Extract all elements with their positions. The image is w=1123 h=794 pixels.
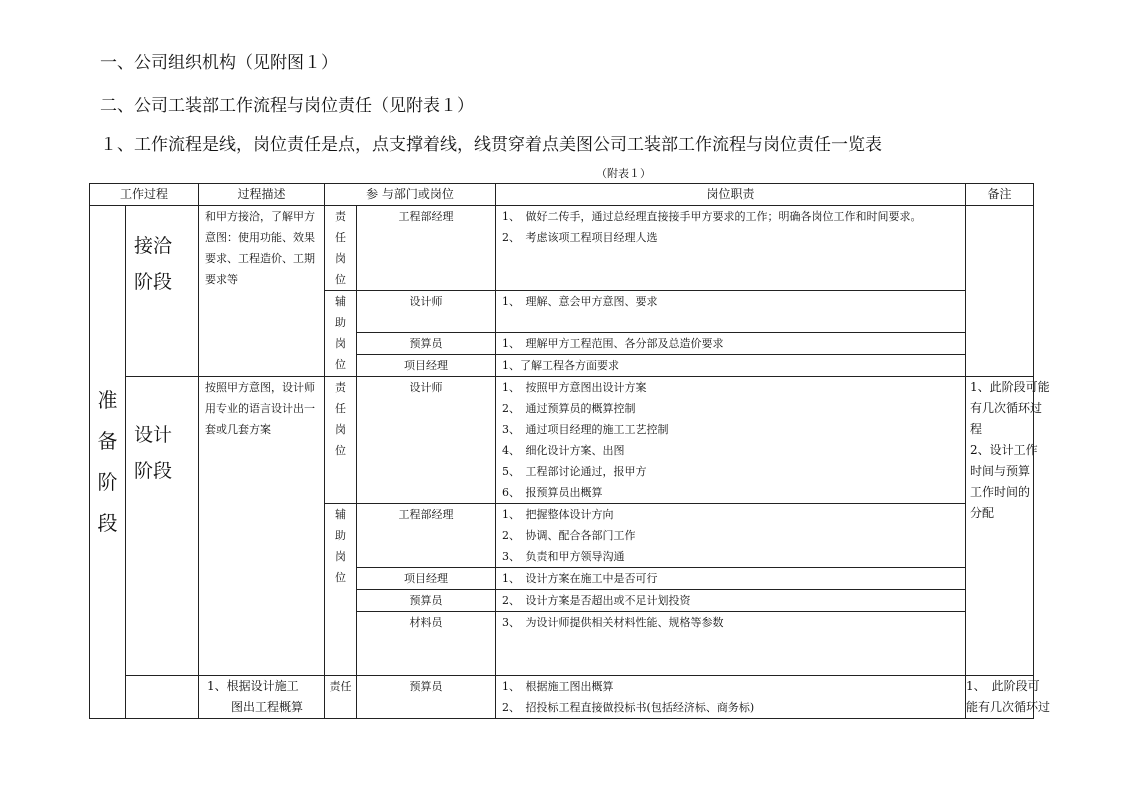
duties-cell	[496, 612, 966, 676]
stage-label: 准 备 阶 段	[97, 388, 118, 535]
role-cell: 项目经理	[357, 355, 496, 377]
note-line: 工作时间的	[970, 485, 1031, 499]
duties-cell	[496, 676, 966, 719]
duty-line: 1、 把握整体设计方向	[502, 508, 614, 521]
header-notes: 备注	[966, 184, 1034, 206]
duty-line: 1、 理解、意会甲方意图、要求	[502, 295, 658, 308]
duty-line: 3、 为设计师提供相关材料性能、规格等参数	[502, 616, 724, 629]
duty-line: 2、 协调、配合各部门工作	[502, 529, 636, 542]
post-type	[325, 504, 357, 676]
duties-cell	[496, 504, 966, 568]
header-duties: 岗位职责	[496, 184, 966, 206]
duty-line: 3、 负责和甲方领导沟通	[502, 550, 625, 563]
table-header-row	[90, 184, 1034, 206]
duty-line: 1、 设计方案在施工中是否可行	[502, 572, 658, 585]
post-type	[325, 291, 357, 377]
duties-cell	[496, 377, 966, 504]
note-line: 2、设计工作	[970, 443, 1038, 457]
sub-stage-label: 接洽 阶段	[134, 235, 173, 293]
post-type	[325, 377, 357, 504]
workflow-table	[89, 183, 1051, 719]
duty-line: 6、 报预算员出概算	[502, 486, 603, 499]
note-cell	[966, 377, 1050, 676]
header-department: 参 与部门或岗位	[325, 184, 496, 206]
role-cell: 设计师	[357, 377, 496, 504]
role-cell: 设计师	[357, 291, 496, 333]
duties-cell	[496, 590, 966, 612]
process-description: 按照甲方意图，设计师用专业的语言设计出一套或几套方案	[199, 377, 325, 676]
post-type: 责任	[325, 676, 357, 719]
sub-stage-cell	[126, 377, 199, 676]
role-cell: 材料员	[357, 612, 496, 676]
duty-line: 1、 按照甲方意图出设计方案	[502, 381, 647, 394]
duties-cell	[496, 206, 966, 291]
stage-cell	[90, 206, 126, 719]
note-line: 有几次循环过	[970, 401, 1043, 415]
duties-cell	[496, 568, 966, 590]
note-line: 1、此阶段可能	[970, 380, 1050, 394]
role-cell: 预算员	[357, 676, 496, 719]
post-type-label: 辅 助 岗 位	[335, 295, 347, 371]
role-cell: 工程部经理	[357, 504, 496, 568]
note-line: 1、 此阶段可	[966, 679, 1040, 693]
process-description	[199, 676, 325, 719]
duty-line: 2、 考虑该项工程项目经理人选	[502, 231, 658, 244]
note-line: 能有几次循环过	[966, 700, 1051, 714]
duty-line: 2、 通过预算员的概算控制	[502, 402, 636, 415]
duty-line: 2、 招投标工程直接做投标书(包括经济标、商务标)	[502, 701, 755, 714]
duty-line: 1、 做好二传手，通过总经理直接接手甲方要求的工作；明确各岗位工作和时间要求。	[502, 210, 922, 223]
note-line: 程	[970, 422, 983, 436]
duty-line: 3、 通过项目经理的施工工艺控制	[502, 423, 669, 436]
table-caption: （附表１）	[596, 167, 651, 180]
note-cell	[966, 206, 1034, 377]
sub-stage-cell	[126, 206, 199, 377]
desc-line: 1、根据设计施工	[207, 679, 299, 693]
sub-stage-cell	[126, 676, 199, 719]
duty-line: 1、 根据施工图出概算	[502, 680, 614, 693]
table-row	[90, 676, 1034, 719]
post-type-label: 责 任 岗 位	[335, 381, 347, 457]
desc-line: 图出工程概算	[231, 700, 304, 714]
note-line: 时间与预算	[970, 464, 1031, 478]
post-type-label: 责 任 岗 位	[335, 210, 347, 286]
header-process: 工作过程	[90, 184, 199, 206]
duty-line: 5、 工程部讨论通过，报甲方	[502, 465, 647, 478]
post-type	[325, 206, 357, 291]
post-type-label: 辅 助 岗 位	[335, 508, 347, 584]
duties-cell	[496, 291, 966, 333]
duties-cell	[496, 355, 966, 377]
sub-stage-label: 设计 阶段	[134, 424, 173, 482]
role-cell: 项目经理	[357, 568, 496, 590]
process-description: 和甲方接洽，了解甲方意图：使用功能、效果要求、工程造价、工期要求等	[199, 206, 325, 377]
note-line: 分配	[970, 506, 995, 520]
duty-line: 1、 理解甲方工程范围、各分部及总造价要求	[502, 337, 724, 350]
role-cell: 预算员	[357, 590, 496, 612]
heading-1: 一、公司组织机构（见附图１）	[100, 53, 338, 73]
table-row	[90, 206, 1034, 291]
heading-2: 二、公司工装部工作流程与岗位责任（见附表１）	[100, 96, 474, 116]
heading-3: １、工作流程是线，岗位责任是点，点支撑着线，线贯穿着点美图公司工装部工作流程与岗位责任一览表	[100, 135, 882, 155]
header-description: 过程描述	[199, 184, 325, 206]
role-cell: 工程部经理	[357, 206, 496, 291]
duty-line: 2、 设计方案是否超出或不足计划投资	[502, 594, 691, 607]
duty-line: 4、 细化设计方案、出图	[502, 444, 625, 457]
duty-line: 1、了解工程各方面要求	[502, 359, 620, 372]
role-cell: 预算员	[357, 333, 496, 355]
note-cell	[966, 676, 1051, 719]
table-row	[90, 377, 1034, 504]
duties-cell	[496, 333, 966, 355]
